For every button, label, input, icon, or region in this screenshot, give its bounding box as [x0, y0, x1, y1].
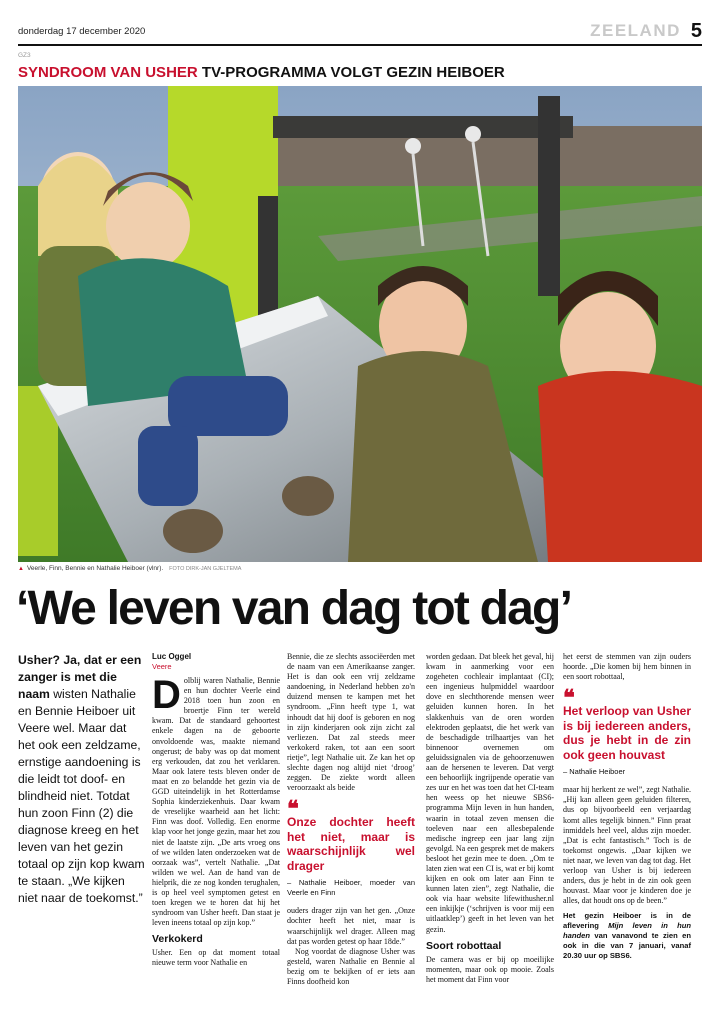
- photo-caption: [18, 565, 241, 572]
- photo-illustration: [18, 86, 702, 562]
- publication-date: donderdag 17 december 2020: [18, 25, 146, 37]
- article-column-3: [426, 652, 554, 985]
- header-rule: [18, 44, 702, 46]
- article-column-4: [563, 652, 691, 961]
- program-title: Mijn leven in hun handen: [563, 921, 691, 941]
- family-photo: [18, 86, 702, 562]
- pull-quote-source: – Nathalie Heiboer: [563, 767, 626, 777]
- quote-mark-icon: ❝: [287, 796, 299, 822]
- subhead-verkokerd: Verkokerd: [152, 933, 203, 946]
- edition-ref: GZ3: [18, 52, 31, 59]
- dropcap: D: [152, 673, 181, 717]
- article-paragraph: worden gedaan. Dat bleek het geval, hij kwam in aanmerking voor een zogeheten cochleair implantaat (CI); een ingenieus hulpmiddel waardoor dove en slechthorende mensen weer geluiden kunnen horen. In het slakkenhuis van de oren worden elektroden geplaatst, die het werk van de beschadigde trilhaartjes van het binnenoor overnemen om geluidssignalen via de gehoorzenuwen aan de hersenen te leveren. Dat vergt een behoorlijk ingrijpende operatie van zes uur en het was toen dat het CI-team hen weess op het nieuwe SBS6-programma Mijn leven in hun handen, waarin in totaal zeven mensen die toeleven naar een allesbepalende medische ingreep een jaar lang zijn gevolgd. Na een gesprek met de makers besloot het gezin mee te doen. „Om te laten zien wat een CI is, wat er bij komt kijken en ook om later aan Finn te kunnen laten zien”, zegt Nathalie, die ook via haar website lifewithusher.nl een inkijkje (‘schrijven is voor mij een uitlaatklep’) geeft in het leven van het gezin.: [426, 652, 554, 934]
- pull-quote-text: Het verloop van Usher is bij iedereen anders, dus je hebt in de zin ook geen houvast: [563, 704, 691, 762]
- intro-lead: Usher? Ja, dat er een zanger is met die naam: [18, 653, 142, 701]
- photo-credit: FOTO DIRK-JAN GJELTEMA: [169, 565, 242, 572]
- pull-quote: [563, 685, 691, 777]
- caption-triangle-icon: ▲: [18, 565, 24, 572]
- pull-quote-source: – Nathalie Heiboer, moeder van Veerle en Finn: [287, 878, 415, 898]
- article-column-1: [152, 652, 280, 969]
- headline: ‘We leven van dag tot dag’: [16, 582, 572, 635]
- article-paragraph: Nog voordat de diagnose Usher was gesteld, waren Nathalie en Bennie al bezig om te bekijken of er iets aan Finns doofheid kon: [287, 946, 415, 986]
- caption-text: Veerle, Finn, Bennie en Nathalie Heiboer (vlnr).: [26, 565, 164, 572]
- kicker: [18, 64, 505, 82]
- intro: [18, 652, 146, 907]
- intro-text: wisten Nathalie en Bennie Heiboer uit Veere wel. Maar dat het ook een zeldzame, ernstige aandoening is die leidt tot doof- en blindheid niet. Totdat hun zoon Finn (2) die diagnose kreeg en het leven van het gezin totaal op zijn kop kwam te staan. „We kijken niet naar de toekomst.”: [18, 687, 145, 905]
- article-paragraph: Dolblij waren Nathalie, Bennie en hun dochter Veerle eind 2018 toen hun zoon en broertje Finn ter wereld kwam. Dat de standaard gehoortest enkele dagen na de geboorte onvoldoende was, maakte niemand ongerust; de baby was op dat moment erg verkouden, dat zou het verklaren. Maar ook latere tests bleven onder de maat en zo belandde het gezin via de GGD uiteindelijk in het Rotterdamse Sophia kinderziekenhuis. Daar kwam de vreselijke waarheid aan het licht: Finn was doof. Volledig. Een enorme klap voor het jonge gezin, maar het zou niet de laatste zijn. „De arts vroeg ons of we wilden laten onderzoeken wat de oorzaak was”, vertelt Nathalie. „Dat wilden we wel. Aan de hand van de hielprik, die ze nog konden terughalen, is op heel veel symptomen getest en toen kregen we te horen dat hij het syndroom van Usher heeft. Dan staat je leven ineens totaal op zijn kop.”: [152, 673, 280, 928]
- header-right: [590, 20, 702, 43]
- article-paragraph: Usher. Een op dat moment totaal nieuwe term voor Nathalie en: [152, 948, 280, 968]
- pull-quote-text: Onze dochter heeft het niet, maar is waarschijnlijk wel drager: [287, 815, 415, 873]
- article-paragraph: ouders drager zijn van het gen. „Onze dochter heeft het niet, maar is waarschijnlijk wel drager. Alleen mag dat pas worden getest op haar 18de.”: [287, 906, 415, 946]
- subhead-soort-robottaal: Soort robottaal: [426, 939, 502, 952]
- region-label: ZEELAND: [590, 21, 681, 40]
- article-column-2: [287, 652, 415, 987]
- quote-mark-icon: ❝: [563, 685, 575, 711]
- article-paragraph: het eerst de stemmen van zijn ouders hoorde. „Die komen bij hem binnen in een soort robottaal,: [563, 652, 691, 682]
- article-paragraph: Bennie, die ze slechts associëerden met de naam van een Amerikaanse zanger. Het is dan ook een vrij zeldzame aandoening, in Nederland hebben zo'n duizend mensen te kampen met het syndroom. „Finn heeft type 1, wat inhoudt dat hij doof is geboren en nog in zijn kinderjaren ook zijn zicht zal verliezen. Dat zal steeds meer verkokerd raken, tot aan een soort rietje”, legt Nathalie uit. Ze kan het op slechte dagen nog altijd niet ‘droog’ zeggen. De ziekte wordt alleen veroorzaakt als beide: [287, 652, 415, 793]
- broadcast-note: Het gezin Heiboer is in de aflevering Mijn leven in hun handen van vanavond te zien en ook in die van 7 januari, vanaf 20.30 uur op SBS6.: [563, 911, 691, 961]
- pull-quote: [287, 796, 415, 898]
- page-header: [18, 20, 702, 42]
- kicker-subtitle: TV-PROGRAMMA VOLGT GEZIN HEIBOER: [201, 64, 505, 81]
- article-paragraph: De camera was er bij op moeilijke momenten, maar ook op mooie. Zoals het moment dat Finn voor: [426, 954, 554, 984]
- byline-location: Veere: [152, 662, 172, 671]
- kicker-topic: SYNDROOM VAN USHER: [18, 64, 198, 81]
- article-paragraph: maar hij herkent ze wel”, zegt Nathalie. „Hij kan alleen geen geluiden filteren, dus op bijvoorbeeld een verjaardag komt alles tegelijk binnen.” Finn praat inmiddels heel veel, aldus zijn moeder. „Dat is echt fantastisch.” Toch is de toekomst ongewis. „Daar kijken we niet naar, we leven van dag tot dag. Het verloop van Usher is bij iedereen anders, dus je hebt in de zin ook geen houvast. Maar voor je kinderen doe je alles, dat houdt ons op de been.”: [563, 785, 691, 906]
- byline-author: Luc Oggel: [152, 652, 192, 661]
- page-number: 5: [690, 19, 702, 42]
